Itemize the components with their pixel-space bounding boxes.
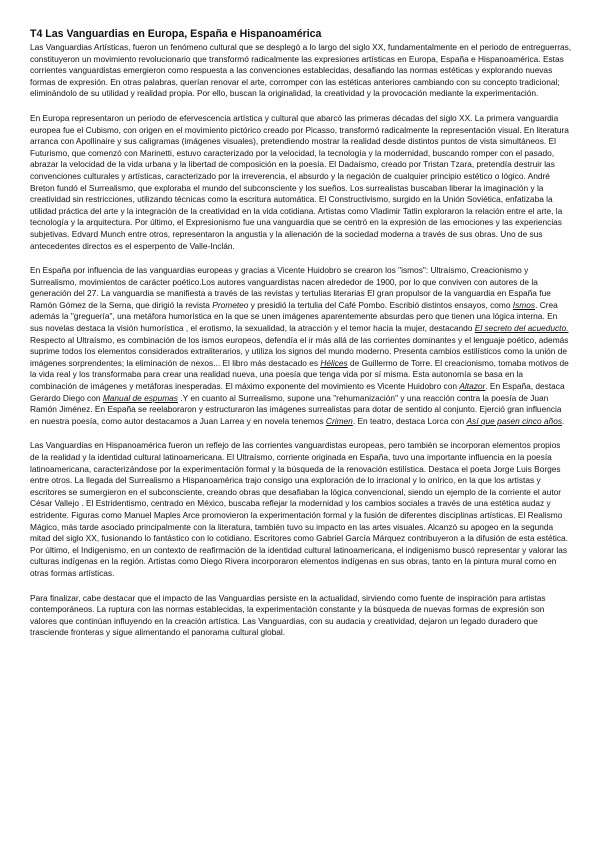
spain-text: de Guillermo de Torre. El creacionismo, tomaba motivos de la vida real y los transformaba para crear una realidad nueva, una poesía que tenga vida por sí misma. Esta autonomía se basa en la combinación de imágenes y metáforas inesperadas. El máximo exponente del movimiento es Vicente Huidobro con [30,357,569,392]
paragraph-spacer [30,100,572,113]
work-title-prometeo: Prometeo [212,299,249,310]
paragraph-spain [30,265,572,427]
paragraph-intro: Las Vanguardias Artísticas, fueron un fenómeno cultural que se desplegó a lo largo del siglo XX, fundamentalmente en el periodo de entreguerras, constituyeron un movimiento revolucionario que transformó radicalmente las expresiones artísticas en Europa, España e Hispanoamérica. Estas corrientes vanguardistas emergieron como respuesta a las convenciones establecidas, desafiando las normas estéticas y explorando nuevas formas de expresión. En otras palabras, querían renovar el arte, corromper con las estéticas anteriores cambiando con su concepto tradicional; eliminándolo de su utilidad y realidad propia. Por ello, buscan la originalidad, la creatividad y la provocación mediante la experimentación. [30,42,572,99]
spain-text: Respecto al Ultraísmo, es combinación de los ismos europeos, defendía el ir más allá de las corrientes dominantes y el lenguaje poético, además suprime todos los elementos considerados extraliterarios, y utiliza los signos del mundo moderno. Presenta cambios estilísticos como la unión de imágenes sorprendentes; la eliminación de nexos... El libro más destacado es [30,334,569,368]
paragraph-hispanoamerica: Las Vanguardias en Hispanoamérica fueron un reflejo de las corrientes vanguardistas europeas, pero también se incorporan elementos propios de la realidad y la identidad cultural latinoamericana. El Ultraísmo, corriente originada en España, tuvo una importante influencia en la poesía latinoamericana, caracterizándose por la experimentación formal y la búsqueda de la renovación estilística. Destaca el poeta Jorge Luis Borges entre otros. La llegada del Surrealismo a Hispanoamérica trajo consigo una exploración de lo irracional y lo onírico, en la que los artistas y escritores se sumergieron en el subconsciente, creando obras que desafiaban la lógica convencional, siendo un ejemplo de la corriente el autor César Vallejo . El Estridentismo, centrado en México, buscaba reflejar la modernidad y los cambios sociales a través de una estética audaz y estridente. Figuras como Manuel Maples Arce promovieron la experimentación formal y la fusión de diferentes disciplinas artísticas. El Realismo Mágico, más tarde asociado principalmente con la literatura, también tuvo su impacto en las artes visuales. Alcanzó su apogeo en la segunda mitad del siglo XX, fusionando lo fantástico con lo cotidiano. Escritores como Gabriel García Márquez contribuyeron a la difusión de esta estética. Por último, el Indigenismo, en un contexto de reafirmación de la identidad cultural latinoamericana, el indigenismo buscó representar y valorar las culturas indígenas en la región. Artistas como Diego Rivera incorporaron elementos indígenas en sus obras, tanto en la pintura mural como en otras formas artísticas. [30,440,568,578]
spain-text: En España por influencia de las vanguardias europeas y gracias a Vicente Huidobro se crearon los "ismos": Ultraísmo, Creacionismo y Surrealismo, movimientos de carácter poético.Los autores vanguardistas nacen alrededor de 1900, por lo que conviven con autores de la generación del 27. La vanguardia se manifiesta a través de las revistas y tertulias literarias El gran propulsor de la vanguardia en España fue Ramón Gómez de la Serna, que dirigió la revista [30,265,551,310]
paragraph-conclusion: Para finalizar, cabe destacar que el impacto de las Vanguardias persiste en la actualidad, sirviendo como fuente de inspiración para artistas contemporáneos. La ruptura con las normas establecidas, la experimentación constante y la búsqueda de nuevas formas de expresión son valores que continúan influyendo en la creación artística. Las Vanguardias, con su audacia y creatividad, dejaron un legado duradero que trasciende fronteras y sigue alimentando el panorama cultural global. [30,592,546,638]
spain-text: . En teatro, destaca Lorca con [352,415,467,426]
work-title-helices: Hélices [320,357,348,368]
document-title: T4 Las Vanguardias en Europa, España e Hispanoamérica [30,28,322,40]
document-page [30,28,572,639]
spain-text: y presidió la tertulia del Café Pombo. Escribió distintos ensayos, como [248,299,513,310]
work-title-altazor: Altazor [459,381,486,392]
spain-text: . [562,415,565,426]
work-title-asi-que-pasen: Así que pasen cinco años [466,415,563,426]
work-title-crimen: Crimen [325,415,353,426]
paragraph-spacer [30,580,572,593]
paragraph-europe: En Europa representaron un periodo de efervescencia artística y cultural que abarcó las primeras décadas del siglo XX. La primera vanguardia europea fue el Cubismo, con origen en el movimiento pictórico creado por Picasso, transformó radicalmente la representación visual. En literatura arranca con Apollinaire y sus caligramas (imágenes visuales), pretendiendo mostrar la realidad desde distintos puntos de vista simultáneos. El Futurismo, que comenzó con Marinetti, estuvo caracterizado por la velocidad, la tecnología y la modernidad, buscando romper con el pasado, abrazar la velocidad de la vida urbana y la libertad de composición en la poesía. El Dadaísmo, creado por Tristan Tzara, pretendía destruir las convenciones culturales y artísticas, caracterizado por la irreverencia, el absurdo y la negación de cualquier principio estético o lógico. André Breton fundó el Surrealismo, que exploraba el mundo del subconsciente y los sueños. Los surrealistas buscaban liberar la imaginación y la creatividad sin restricciones, utilizando técnicas como la escritura automática. El Constructivismo, surgido en la Unión Soviética, enfatizaba la utilidad práctica del arte y la integración de la creatividad en la vida cotidiana. Artistas como Vladimir Tatlin exploraron la relación entre el arte, la tecnología y la arquitectura. Por último, el Expresionismo fue una vanguardia que se centró en la expresión de las emociones y las experiencias subjetivas. Edvard Munch entre otros, representaron la angustia y la alienación de la sociedad moderna a través de sus obras. Uno de sus antecedentes directos es el esperpento de Valle-Inclán. [30,112,569,251]
work-title-secreto-acueducto: El secreto del acueducto. [474,323,569,334]
spain-text: . En España, destaca Gerardo Diego con [30,381,565,403]
spain-text: . Crea además la "greguería", una metáfora humorística en la que se unen imágenes aparentemente absurdas pero que tienen una lógica interna. En sus novelas destaca la visión humorística , el erotismo, la sexualidad, la atracción y el temor hacia la mujer, destacando [30,299,558,334]
paragraph-spacer [30,427,572,440]
work-title-manual-espumas: Manual de espumas [102,392,178,403]
spain-text: .Y en cuanto al Surrealismo, supone una "rehumanización" y una reacción contra la poesía de Juan Ramón Jiménez. En España se reelaboraron y estructuraron las imágenes surrealistas para dotar de sentido al conjunto. Ejerció gran influencia en nuestra poesía, como autor destacamos a Juan Larrea y en novela tenemos [30,392,562,426]
paragraph-spacer [30,252,572,265]
work-title-ismos: Ismos [512,299,536,310]
